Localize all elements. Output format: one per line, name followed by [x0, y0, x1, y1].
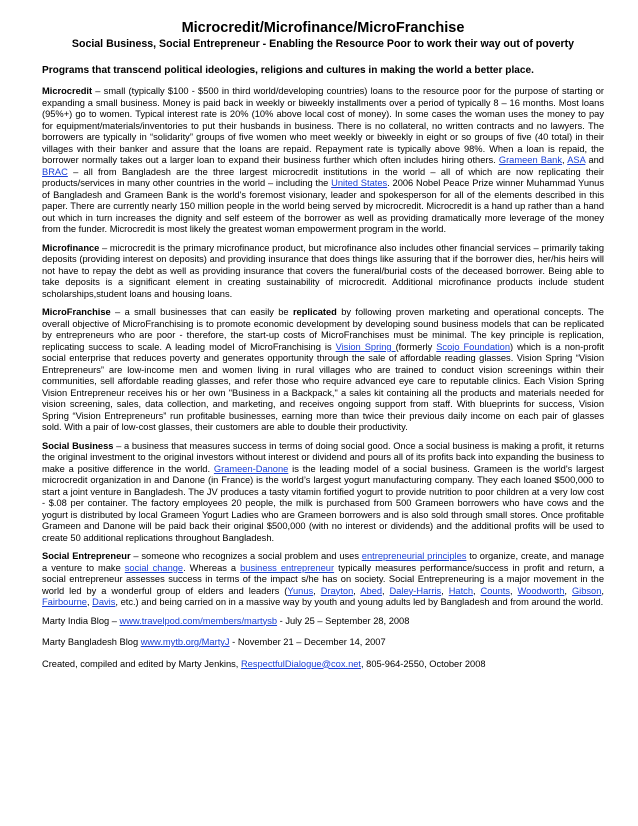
brac-link[interactable]: BRAC — [42, 166, 68, 177]
replicated-emphasis: replicated — [292, 307, 337, 317]
asa-link[interactable]: ASA — [567, 155, 586, 165]
leader-name-link[interactable]: Abed — [360, 585, 382, 596]
microcredit-section: Microcredit – small (typically $100 - $500 in third world/developing countries) loans to the resource poor for the purpose of starting or expanding a small business. Money is paid back in weekly or biweekly installments over a period of typically 8 – 16 months. Most loans (95%+) go to women. Typical interest rate is 20% (10% above local cost of money). In some cases the woman uses the money to pay for equipment/materials/inventories to put their husbands in business. There is no collateral, no written contracts and no lawyers. The borrowers are typically in “solidarity” groups of five women who meet weekly or biweekly in eight or so groups of five (40 total) in their villages with their banker and assure that the loans are repaid. Repayment rate is typically above 98%. When a loan is repaid, the borrower normally takes out a larger loan to expand their business further which often includes hiring others. Grameen Bank, ASA and BRAC – all from Bangladesh are the three largest microcredit institutions in the world – all of which are now replicating their products/services in many other countries in the world – including the United States. 2006 Nobel Peace Prize winner Muhammad Yunus of Bangladesh and Grameen Bank is the world's foremost visionary, leader and spokesperson for all of the elements described in this paper. There are currently nearly 150 million people in the world being served by microcredit. Microcredit is a hand up rather than a hand out which in turn increases the dignity and self esteem of the borrower as well as providing dramatically more leverage of the money from the funder. Microcredit is most likely the greatest woman empowerment program in the world. — [42, 86, 604, 234]
social-entrepreneur-term: Social Entrepreneur — [42, 551, 131, 561]
leader-name-link[interactable]: Hatch — [448, 585, 474, 596]
scojo-foundation-link[interactable]: Scojo Foundation — [436, 341, 510, 352]
leader-name-link[interactable]: Drayton — [320, 585, 354, 596]
leader-name-link[interactable]: Yunus — [287, 585, 314, 596]
vision-spring-link[interactable]: Vision Spring — [335, 341, 396, 352]
bangladesh-blog-line: Marty Bangladesh Blog www.mytb.org/MartyJ - November 21 – December 14, 2007 — [42, 637, 386, 647]
social-business-section: Social Business – a business that measures success in terms of doing social good. Once a social business is making a profit, it returns the original investment to the original investors without interest or dividend and pours all of its profits back into expanding the business to make a positive difference in the world. Grameen-Danone is the leading model of a social business. Grameen is the world's largest microcredit organization in and Danone (in France) is the world’s largest yogurt manufacturing company. They each loaned $500,000 to start a joint venture in Bangladesh. The JV produces a tasty vitamin fortified yogurt to provide nutrition to poor children at a very low cost - $.08 per container. The factory employees 20 people, the milk is purchased from 500 Grameen borrowers who have cows and the yogurt is distributed by local Grameen Yogurt Ladies who are Grameen borrowers and is also sold through small stores. Once profitable Grameen and Danone will be paid back their original $500,000 (with no interest or dividends) and the additional profits will be used to create 50 additional replications throughout Bangladesh. — [42, 440, 605, 543]
microcredit-term: Microcredit — [42, 86, 93, 96]
leader-name-link[interactable]: Gibson — [571, 585, 602, 596]
business-entrepreneur-link[interactable]: business entrepreneur — [240, 562, 335, 573]
social-change-link[interactable]: social change — [124, 562, 184, 573]
page-title: Microcredit/Microfinance/MicroFranchise — [181, 20, 465, 36]
social-entrepreneur-section: Social Entrepreneur – someone who recognizes a social problem and uses entrepreneurial principles to organize, create, and manage a venture to make social change. Whereas a business entrepreneur typically measures performance/success in profit and return, a social entrepreneur assesses success in terms of the impact s/he has on society. Social Entrepreneuring is a major movement in the world led by a wonderful group of elders and leaders (Yunus, Drayton, Abed, Daley-Harris, Hatch, Counts, Woodworth, Gibson, Fairbourne, Davis, etc.) and being carried on in a massive way by youth and young adults led by Bangladesh and from around the world. — [42, 551, 605, 607]
email-link[interactable]: RespectfulDialogue@cox.net — [240, 658, 361, 669]
microfinance-term: Microfinance — [42, 242, 100, 253]
microfranchise-term: MicroFranchise — [42, 307, 111, 317]
leader-name-link[interactable]: Counts — [480, 585, 511, 596]
leader-name-link[interactable]: Fairbourne — [42, 597, 87, 607]
entrepreneurial-principles-link[interactable]: entrepreneurial principles — [361, 551, 467, 561]
leader-name-link[interactable]: Woodworth — [517, 585, 565, 596]
leader-name-link[interactable]: Davis — [92, 597, 116, 607]
grameen-danone-link[interactable]: Grameen-Danone — [213, 463, 289, 474]
bangladesh-blog-link[interactable]: www.mytb.org/MartyJ — [140, 637, 230, 647]
credit-line: Created, compiled and edited by Marty Jenkins, RespectfulDialogue@cox.net, 805-964-2550, October 2008 — [42, 658, 486, 669]
lead-statement: Programs that transcend political ideologies, religions and cultures in making the world a better place. — [42, 65, 534, 76]
grameen-bank-link[interactable]: Grameen Bank — [498, 155, 562, 165]
microfranchise-section: MicroFranchise – a small businesses that can easily be replicated by following proven marketing and operational concepts. The overall objective of MicroFranchising is to promote economic development by developing sound business models that can be replicated by entrepreneurs who are poor - therefore, the start-up costs of MicroFranchises must be minimal. The key principle is replication, replicating success to scale. A leading model of MicroFranchising is Vision Spring (formerly Scojo Foundation) which is a non-profit social enterprise that reduces poverty and generates opportunity through the sale of affordable reading glasses. Vision Spring “Vision Entrepreneurs” are low-income men and women living in rural villages who are trained to conduct vision screenings within their communities, sell affordable reading glasses, and refer those who require advanced eye care to reputable clinics. Each Vision Spring Vision Entrepreneur receives his or her own "Business in a Backpack," a sales kit containing all the products and materials needed for vision screening, sales, data collection, and marketing, and receives ongoing support from staff. With blueprints for success, Vision Spring “Vision Entrepreneurs” run profitable businesses, earning more than twice their previous daily income on each pair of glasses sold. With a pair of low-cost glasses, their customers are able to double their productivity. — [42, 307, 604, 432]
india-blog-line: Marty India Blog – www.travelpod.com/members/martysb - July 25 – September 28, 2008 — [42, 615, 410, 626]
india-blog-link[interactable]: www.travelpod.com/members/martysb — [119, 615, 278, 626]
united-states-link[interactable]: United States — [331, 178, 388, 188]
social-business-term: Social Business — [42, 440, 114, 451]
leader-names-list: Yunus, Drayton, Abed, Daley-Harris, Hatch, Counts, Woodworth, Gibson, Fairbourne, Davis, — [42, 585, 604, 607]
leader-name-link[interactable]: Daley-Harris — [389, 585, 442, 596]
microfinance-section: Microfinance – microcredit is the primary microfinance product, but microfinance also includes other financial services – primarily taking deposits (providing interest on deposits) and providing insurance that does things like assuring that if the borrower dies, her/his heirs will not have to repay the debt as well as providing insurance that covers the funeral/burial costs of the deceased borrower. Being able to take deposits is a significant element in creating sustainability of microcredit. Additional microfinance products include student scholarships,student loans and housing loans. — [42, 242, 604, 299]
page-subtitle: Social Business, Social Entrepreneur - Enabling the Resource Poor to work their way out of poverty — [71, 38, 575, 50]
